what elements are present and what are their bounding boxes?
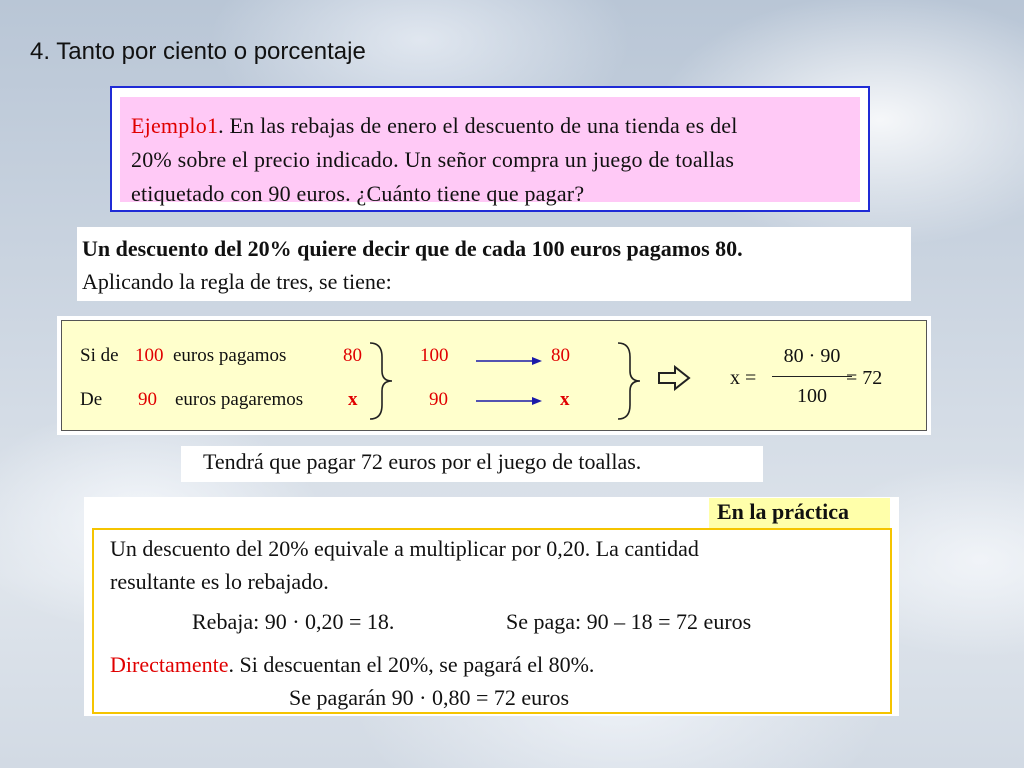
practice-se-paga: Se paga: 90 – 18 = 72 euros — [506, 609, 752, 634]
implies-arrow-icon — [656, 365, 692, 391]
arrow-icons — [474, 349, 544, 409]
example-line-1-text: . En las rebajas de enero el descuento de una tienda es del — [218, 113, 738, 138]
rule-row-2-amount: 90 — [138, 389, 157, 410]
rule-row-2-value: x — [348, 389, 358, 410]
explanation-line-2: Aplicando la regla de tres, se tiene: — [82, 269, 392, 294]
practice-direct-rest: . Si descuentan el 20%, se pagará el 80%. — [228, 652, 595, 677]
rule-col-b-2: x — [560, 389, 570, 410]
arrowhead-1-icon — [532, 357, 542, 365]
rule-row-2-middle: euros pagaremos — [175, 389, 304, 410]
rule-row-1-amount: 100 — [135, 345, 164, 366]
practice-rebaja: Rebaja: 90 · 0,20 = 18. — [192, 609, 395, 634]
brace-1-icon — [362, 341, 402, 421]
fraction-bar — [772, 376, 852, 377]
practice-line-2: resultante es lo rebajado. — [110, 569, 329, 594]
practice-tag: En la práctica — [709, 498, 890, 530]
example-label: Ejemplo1 — [131, 113, 219, 138]
fraction-denominator: 100 — [797, 385, 827, 407]
rule-row-1-middle: euros pagamos — [173, 345, 287, 366]
practice-line-1: Un descuento del 20% equivale a multiplicar por 0,20. La cantidad — [110, 536, 699, 561]
conclusion-box — [181, 446, 763, 482]
example-line-2: 20% sobre el precio indicado. Un señor compra un juego de toallas — [131, 147, 735, 172]
conclusion-text: Tendrá que pagar 72 euros por el juego de toallas. — [203, 449, 642, 474]
rule-of-three-box — [61, 320, 927, 431]
brace-2-icon — [610, 341, 650, 421]
rule-col-b-1: 80 — [551, 345, 570, 366]
example-text — [120, 97, 860, 206]
fraction-numerator: 80 · 90 — [783, 345, 841, 367]
rule-col-a-2: 90 — [429, 389, 448, 410]
rule-row-1-value: 80 — [343, 345, 362, 366]
example-line-3: etiquetado con 90 euros. ¿Cuánto tiene que pagar? — [131, 181, 585, 206]
rule-row-2-prefix: De — [80, 389, 103, 410]
rule-row-1-prefix: Si de — [80, 345, 119, 366]
equation-rhs: = 72 — [846, 367, 883, 389]
example-line-1 — [131, 109, 850, 143]
arrowhead-2-icon — [532, 397, 542, 405]
practice-content — [92, 528, 892, 714]
explanation-box — [77, 227, 911, 301]
practice-direct-line-2: Se pagarán 90 · 0,80 = 72 euros — [289, 685, 570, 710]
slide-title: 4. Tanto por ciento o porcentaje — [30, 38, 366, 65]
practice-direct-label: Directamente — [110, 652, 229, 677]
equation-lhs: x = — [730, 367, 757, 389]
practice-direct-line-1 — [110, 652, 594, 678]
rule-col-a-1: 100 — [420, 345, 449, 366]
explanation-line-1: Un descuento del 20% quiere decir que de cada 100 euros pagamos 80. — [82, 236, 743, 261]
example-box — [110, 86, 870, 212]
